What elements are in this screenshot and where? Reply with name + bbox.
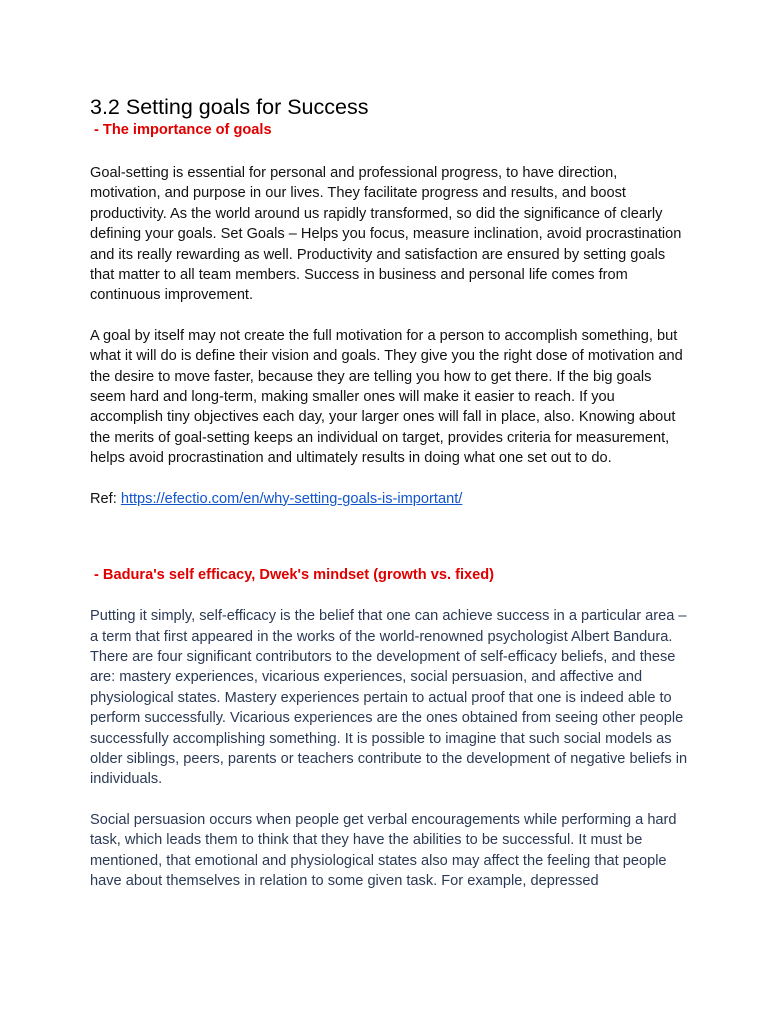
section-heading: - The importance of goals bbox=[94, 122, 272, 138]
paragraph: Social persuasion occurs when people get verbal encouragements while performing a hard task, which leads them to think that they have the abilities to be successful. It must be mentioned, that emotional and physiological states also may affect the feeling that people have about themselves in relation to some given task. For example, depressed bbox=[90, 811, 677, 889]
paragraph: A goal by itself may not create the full motivation for a person to accomplish something, but what it will do is define their vision and goals. They give you the right dose of motivation and the desire to move faster, because they are telling you how to get there. If the big goals seem hard and long-term, making smaller ones will make it easier to reach. If you accomplish tiny objectives each day, your larger ones will fall in place, also. Knowing about the merits of goal-setting keeps an individual on target, provides criteria for measurement, helps avoid procrastination and ultimately results in doing what one set out to do. bbox=[90, 327, 683, 467]
section-self-efficacy-mindset bbox=[90, 565, 688, 891]
page-title: 3.2 Setting goals for Success bbox=[90, 95, 369, 119]
reference-line bbox=[90, 489, 688, 509]
paragraph: Putting it simply, self-efficacy is the belief that one can achieve success in a particular area – a term that first appeared in the works of the world-renowned psychologist Albert Bandura. There are four significant contributors to the development of self-efficacy beliefs, and these are: mastery experiences, vicarious experiences, social persuasion, and affective and physiological states. Mastery experiences pertain to actual proof that one is indeed able to perform successfully. Vicarious experiences are the ones obtained from seeing other people successfully accomplishing something. It is possible to imagine that such social models as older siblings, peers, parents or teachers contribute to the development of negative beliefs in individuals. bbox=[90, 608, 688, 788]
reference-link[interactable]: https://efectio.com/en/why-setting-goals-is-important/ bbox=[120, 490, 463, 507]
section-heading: - Badura's self efficacy, Dwek's mindset (growth vs. fixed) bbox=[94, 567, 495, 584]
paragraph: Goal-setting is essential for personal and professional progress, to have direction, motivation, and purpose in our lives. They facilitate progress and results, and boost productivity. As the world around us rapidly transformed, so did the significance of clearly defining your goals. Set Goals – Helps you focus, measure inclination, avoid procrastination and its really rewarding as well. Productivity and satisfaction are ensured by setting goals that matter to all team members. Success in business and personal life comes from continuous improvement. bbox=[90, 165, 682, 304]
reference-label: Ref: bbox=[90, 490, 121, 507]
section-importance-of-goals bbox=[90, 120, 688, 509]
